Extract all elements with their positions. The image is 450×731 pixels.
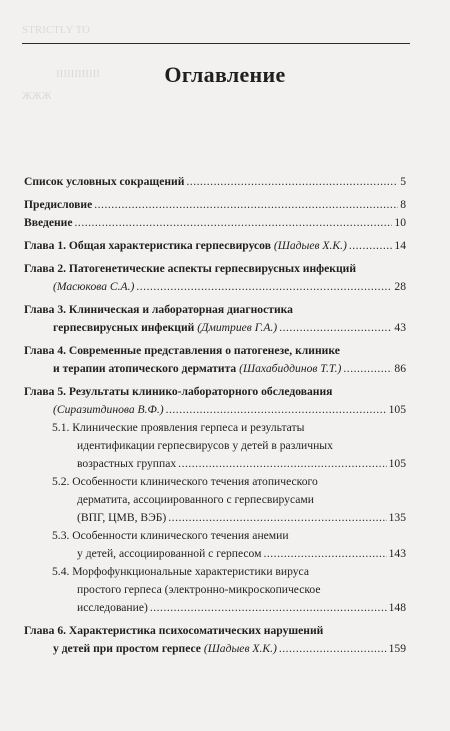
- toc-label-cont: (ВПГ, ЦМВ, ВЭБ): [77, 511, 167, 524]
- toc-page-number: 148: [388, 601, 406, 614]
- toc-label: Глава 2. Патогенетические аспекты герпесвирусных инфекций: [24, 262, 357, 275]
- toc-page-number: 105: [388, 403, 406, 416]
- toc-entry-chapter-1[interactable]: [24, 237, 406, 255]
- toc-author: (Шахабиддинов Т.Т.): [239, 362, 342, 375]
- dot-leader: [150, 599, 387, 617]
- toc-page-number: 28: [394, 280, 406, 293]
- toc-page-number: 135: [388, 511, 406, 524]
- toc-label-cont: простого герпеса (электронно-микроскопическое: [77, 583, 321, 596]
- toc-label: 5.3. Особенности клинического течения анемии: [52, 529, 289, 542]
- dot-leader: [349, 237, 393, 255]
- toc-entry-section-5-4[interactable]: [24, 563, 406, 617]
- toc-label-cont: идентификации герпесвирусов у детей в различных: [77, 439, 333, 452]
- toc-entry-chapter-2[interactable]: [24, 260, 406, 296]
- toc-page-number: 43: [394, 321, 406, 334]
- bleed-through-text: IIIIIIIIIIII: [56, 68, 100, 80]
- dot-leader: [166, 401, 387, 419]
- toc-label-cont: дерматита, ассоциированного с герпесвирусами: [77, 493, 314, 506]
- toc-page-number: 105: [388, 457, 406, 470]
- bleed-through-text: ЖЖЖ: [22, 90, 52, 102]
- toc-label-cont: герпесвирусных инфекций: [53, 321, 195, 334]
- toc-label: Глава 5. Результаты клинико-лабораторного обследования: [24, 385, 333, 398]
- toc-page-number: 5: [400, 175, 406, 188]
- toc-label-cont: исследование): [77, 601, 148, 614]
- toc-page-number: 86: [394, 362, 406, 375]
- toc-entry-chapter-5[interactable]: [24, 383, 406, 419]
- toc-label: 5.2. Особенности клинического течения атопического: [52, 475, 318, 488]
- dot-leader: [279, 319, 392, 337]
- toc-page-number: 14: [394, 239, 406, 252]
- toc-label: Глава 1. Общая характеристика герпесвирусов: [24, 239, 271, 252]
- toc-page-number: 8: [400, 198, 406, 211]
- dot-leader: [343, 360, 392, 378]
- toc-label-cont: у детей при простом герпесе: [53, 642, 201, 655]
- toc-author: (Шадыев Х.К.): [203, 642, 277, 655]
- toc-author: (Масюкова С.А.): [53, 280, 135, 293]
- toc-label: Глава 6. Характеристика психосоматических нарушений: [24, 624, 324, 637]
- toc-label: Глава 3. Клиническая и лабораторная диагностика: [24, 303, 293, 316]
- toc-entry-section-5-2[interactable]: [24, 473, 406, 527]
- toc-page-number: 159: [388, 642, 406, 655]
- toc-label: Введение: [24, 216, 73, 229]
- dot-leader: [263, 545, 386, 563]
- toc-page-number: 10: [394, 216, 406, 229]
- toc-label: Список условных сокращений: [24, 175, 185, 188]
- toc-entry-section-5-1[interactable]: [24, 419, 406, 473]
- dot-leader: [279, 640, 387, 658]
- toc-entry-abbreviations[interactable]: [24, 173, 406, 191]
- toc-label: 5.4. Морфофункциональные характеристики вируса: [52, 565, 309, 578]
- toc-author: (Дмитриев Г.А.): [197, 321, 278, 334]
- bleed-through-text: STRICTLY TO: [22, 24, 91, 36]
- toc-author: (Сиразитдинова В.Ф.): [53, 403, 164, 416]
- toc-page-number: 143: [388, 547, 406, 560]
- toc-label: Предисловие: [24, 198, 93, 211]
- toc-entry-section-5-3[interactable]: [24, 527, 406, 563]
- toc-entry-preface[interactable]: [24, 196, 406, 214]
- toc-entry-chapter-3[interactable]: [24, 301, 406, 337]
- dot-leader: [168, 509, 386, 527]
- toc-entry-chapter-6[interactable]: [24, 622, 406, 658]
- dot-leader: [136, 278, 392, 296]
- toc-label: 5.1. Клинические проявления герпеса и результаты: [52, 421, 305, 434]
- dot-leader: [75, 214, 393, 232]
- top-rule: [22, 43, 410, 44]
- toc-entry-chapter-4[interactable]: [24, 342, 406, 378]
- toc-label-cont: у детей, ассоциированной с герпесом: [77, 547, 262, 560]
- toc-label-cont: и терапии атопического дерматита: [53, 362, 237, 375]
- toc-author: (Шадыев Х.К.): [273, 239, 347, 252]
- toc-label-cont: возрастных группах: [77, 457, 177, 470]
- page-title: Оглавление: [164, 62, 286, 87]
- dot-leader: [94, 196, 398, 214]
- dot-leader: [186, 173, 398, 191]
- toc-entry-introduction[interactable]: [24, 214, 406, 232]
- dot-leader: [178, 455, 386, 473]
- toc-label: Глава 4. Современные представления о патогенезе, клинике: [24, 344, 340, 357]
- table-of-contents: [24, 173, 406, 658]
